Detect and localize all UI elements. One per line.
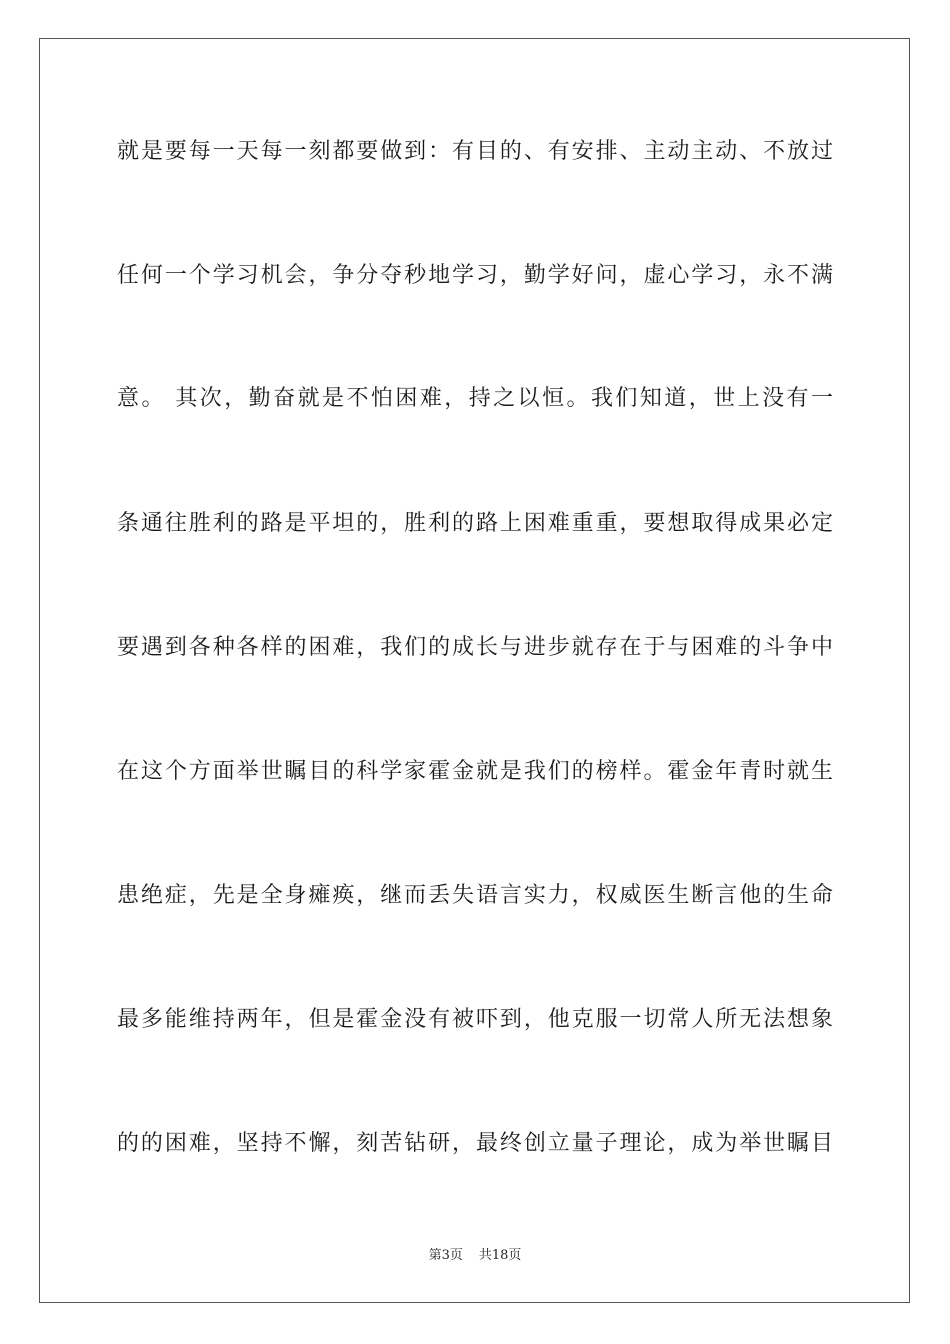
text-line: 最多能维持两年，但是霍金没有被吓到，他克服一切常人所无法想象 bbox=[117, 1007, 833, 1032]
text-line: 任何一个学习机会，争分夺秒地学习，勤学好问，虚心学习，永不满 bbox=[117, 263, 833, 288]
text-line: 要遇到各种各样的困难，我们的成长与进步就存在于与困难的斗争中 bbox=[117, 635, 833, 660]
page-border bbox=[39, 38, 910, 1303]
text-line: 的的困难，坚持不懈，刻苦钻研，最终创立量子理论，成为举世瞩目 bbox=[117, 1131, 833, 1156]
text-line: 条通往胜利的路是平坦的，胜利的路上困难重重，要想取得成果必定 bbox=[117, 511, 833, 536]
text-line: 在这个方面举世瞩目的科学家霍金就是我们的榜样。霍金年青时就生 bbox=[117, 759, 833, 784]
page-footer bbox=[0, 1247, 950, 1265]
text-line: 就是要每一天每一刻都要做到：有目的、有安排、主动主动、不放过 bbox=[117, 139, 833, 164]
text-line: 患绝症，先是全身瘫痪，继而丢失语言实力，权威医生断言他的生命 bbox=[117, 883, 833, 908]
text-line: 意。 其次，勤奋就是不怕困难，持之以恒。我们知道，世上没有一 bbox=[117, 386, 833, 411]
page-number: 第3页 bbox=[428, 1248, 463, 1263]
page-total: 共18页 bbox=[478, 1248, 522, 1263]
